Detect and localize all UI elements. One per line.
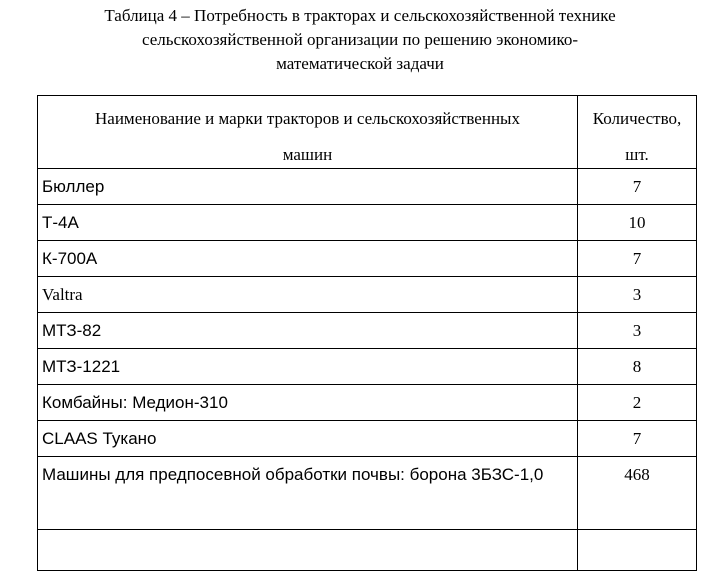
row-name: МТЗ-1221 [38, 349, 578, 385]
caption-line-3: математической задачи [276, 54, 444, 73]
row-qty: 10 [578, 205, 697, 241]
row-qty: 3 [578, 313, 697, 349]
row-qty: 7 [578, 169, 697, 205]
caption-line-1: Таблица 4 – Потребность в тракторах и сельскохозяйственной технике [104, 6, 616, 25]
table-row-empty [38, 530, 697, 571]
empty-name-cell [38, 530, 578, 571]
table-header-row [38, 96, 697, 169]
header-qty-cell [578, 96, 697, 169]
table-row [38, 241, 697, 277]
table-row [38, 169, 697, 205]
row-name: CLAAS Тукано [38, 421, 578, 457]
table-row [38, 277, 697, 313]
tractor-demand-table [37, 95, 697, 571]
row-qty: 468 [578, 457, 697, 530]
header-qty-line-2: шт. [625, 145, 649, 164]
row-qty: 7 [578, 241, 697, 277]
table-row [38, 313, 697, 349]
table-row [38, 457, 697, 530]
table-row [38, 205, 697, 241]
header-qty-line-1: Количество, [592, 109, 682, 128]
row-name: Бюллер [38, 169, 578, 205]
header-name-line-2: машин [282, 145, 333, 164]
table-caption [0, 4, 720, 76]
row-name: Комбайны: Медион-310 [38, 385, 578, 421]
row-qty: 2 [578, 385, 697, 421]
header-name-line-1: Наименование и марки тракторов и сельскохозяйственных [95, 109, 520, 128]
row-qty: 7 [578, 421, 697, 457]
table-row [38, 385, 697, 421]
table-row [38, 349, 697, 385]
row-name: Машины для предпосевной обработки почвы: борона 3БЗС-1,0 [38, 457, 578, 530]
row-name: К-700А [38, 241, 578, 277]
empty-qty-cell [578, 530, 697, 571]
caption-line-2: сельскохозяйственной организации по решению экономико- [141, 30, 579, 49]
table-row [38, 421, 697, 457]
row-qty: 3 [578, 277, 697, 313]
row-name: Т-4А [38, 205, 578, 241]
row-qty: 8 [578, 349, 697, 385]
row-name: Valtra [38, 277, 578, 313]
row-name: МТЗ-82 [38, 313, 578, 349]
header-name-cell [38, 96, 578, 169]
